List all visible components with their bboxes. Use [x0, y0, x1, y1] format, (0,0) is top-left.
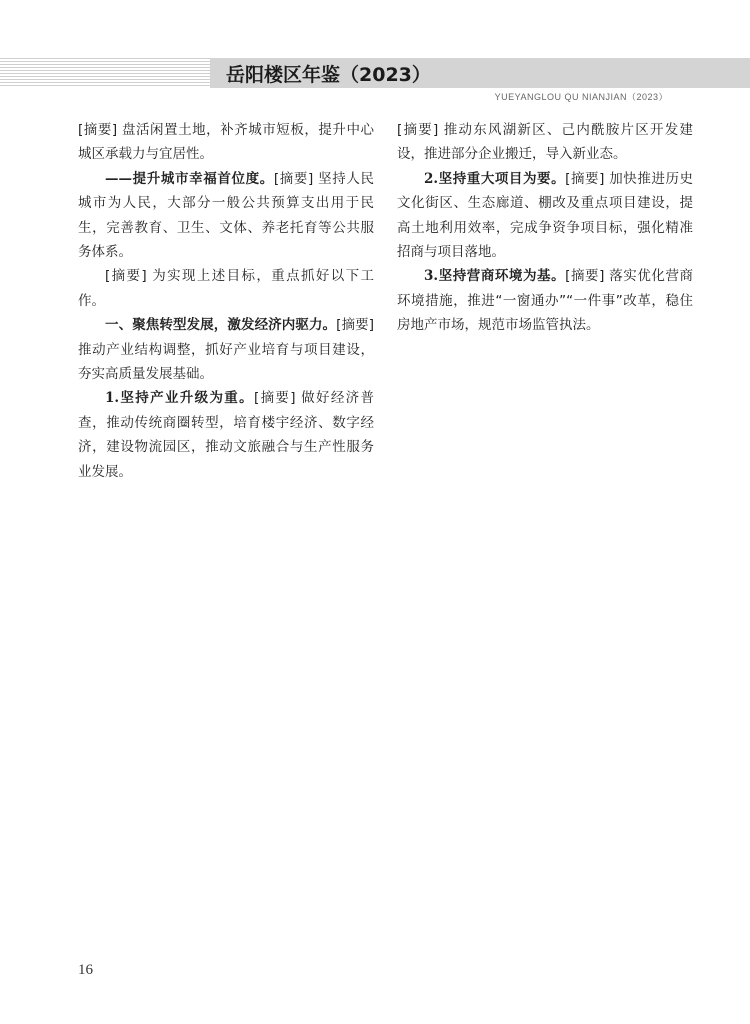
yearbook-subtitle: YUEYANGLOU QU NIANJIAN（2023）	[494, 92, 668, 102]
subsection-heading: 2.坚持重大项目为要。	[424, 170, 566, 187]
paragraph	[397, 264, 693, 337]
yearbook-title: 岳阳楼区年鉴（2023）	[226, 64, 431, 86]
paragraph	[78, 313, 374, 386]
paragraph-lead: ——提升城市幸福首位度。	[105, 170, 274, 187]
right-text-column	[397, 118, 693, 338]
paragraph	[397, 167, 693, 265]
paragraph-body: [摘要] 推动产业结构调整，抓好产业培育与项目建设，夯实高质量发展基础。	[78, 317, 374, 383]
paragraph-body: [摘要] 做好经济普查，推动传统商圈转型，培育楼宇经济、数字经济，建设物流园区，推动文旅融合与生产性服务业发展。	[78, 390, 375, 480]
subsection-heading: 3.坚持营商环境为基。	[424, 268, 566, 285]
paragraph	[78, 386, 374, 484]
paragraph	[78, 118, 374, 167]
paragraph	[397, 118, 693, 167]
section-heading: 一、聚焦转型发展，激发经济内驱力。	[105, 317, 337, 334]
page-number: 16	[78, 962, 93, 978]
left-text-column	[78, 118, 374, 484]
paragraph-body: [摘要] 盘活闲置土地，补齐城市短板，提升中心城区承载力与宜居性。	[78, 122, 374, 163]
paragraph-body: [摘要] 落实优化营商环境措施，推进“一窗通办”“一件事”改革，稳住房地产市场，规范市场监管执法。	[397, 268, 694, 334]
subsection-heading: 1.坚持产业升级为重。	[105, 390, 254, 407]
paragraph-body: [摘要] 坚持人民城市为人民，大部分一般公共预算支出用于民生，完善教育、卫生、文体、养老托育等公共服务体系。	[78, 170, 374, 261]
paragraph	[78, 264, 374, 313]
paragraph	[78, 167, 374, 265]
header-stripes	[0, 58, 210, 86]
paragraph-body: [摘要] 推动东风湖新区、己内酰胺片区开发建设，推进部分企业搬迁，导入新业态。	[397, 122, 693, 163]
paragraph-body: [摘要] 加快推进历史文化街区、生态廊道、棚改及重点项目建设，提高土地利用效率，完成争资争项目标，强化精准招商与项目落地。	[397, 170, 694, 261]
paragraph-body: [摘要] 为实现上述目标，重点抓好以下工作。	[78, 268, 374, 309]
